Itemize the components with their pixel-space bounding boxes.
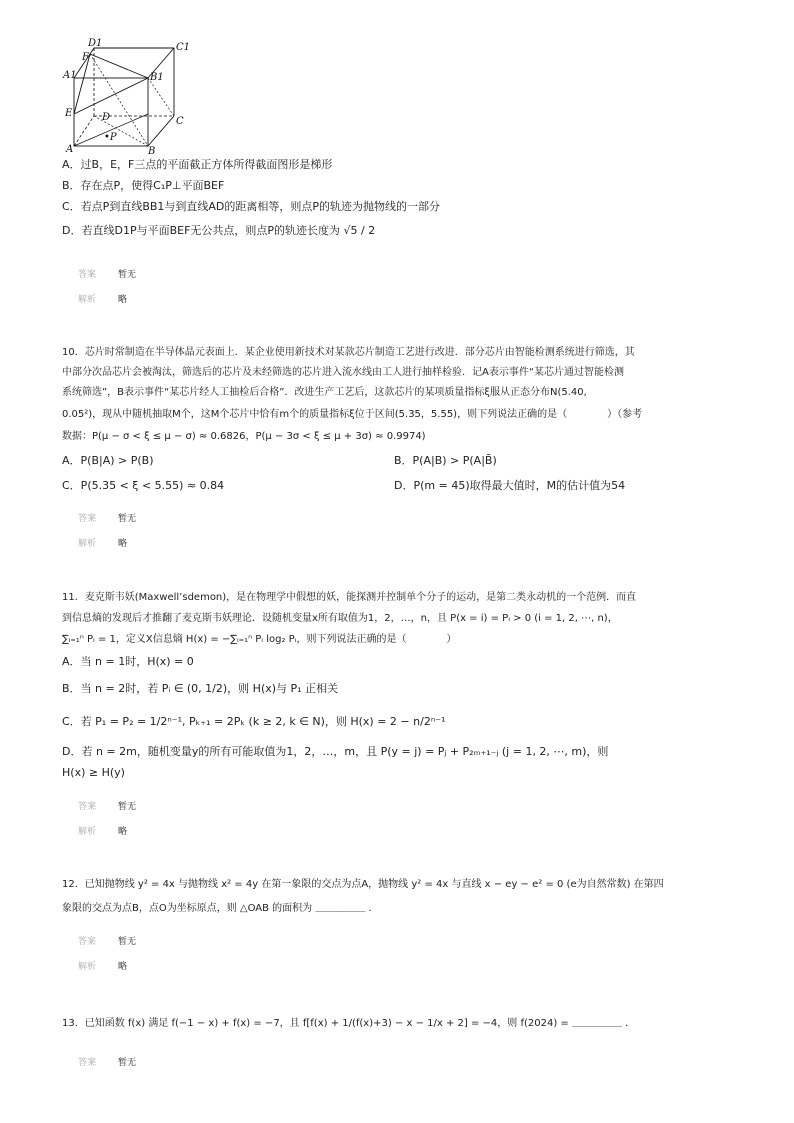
q11-line-1: 11．麦克斯韦妖(Maxwell’sdemon)，是在物理学中假想的妖，能探测并控制单个分子的运动，是第二类永动机的一个范例．而直 [62, 592, 637, 603]
label-F: F [82, 52, 89, 63]
label-P: •P [104, 132, 117, 143]
q12-line-1: 12．已知抛物线 y² = 4x 与抛物线 x² = 4y 在第一象限的交点为点A，抛物线 y² = 4x 与直线 x − ey − e² = 0 (e为自然常数) 在第四 [62, 879, 664, 890]
q10-line-1: 10．芯片时常制造在半导体晶元表面上．某企业使用新技术对某款芯片制造工艺进行改进．部分芯片由智能检测系统进行筛选，其 [62, 347, 635, 358]
q11-answer-label: 答案 [78, 802, 97, 812]
q10-option-b: B．P(A|B) > P(A|B̄) [394, 454, 497, 467]
label-A1: A1 [63, 70, 77, 81]
q9-option-b: B．存在点P，使得C₁P⊥平面BEF [62, 179, 225, 192]
q9-option-c: C．若点P到直线BB1与到直线AD的距离相等，则点P的轨迹为抛物线的一部分 [62, 200, 441, 213]
q11-option-b: B．当 n = 2时，若 Pᵢ ∈ (0, 1/2)，则 H(x)与 P₁ 正相关 [62, 682, 339, 695]
cube-figure [60, 36, 200, 154]
q10-option-a: A．P(B|A) > P(B) [62, 454, 154, 467]
q10-line-4: 0.05²)，现从中随机抽取M个，这M个芯片中恰有m个的质量指标ξ位于区间(5.35，5.55)，则下列说法正确的是（ ）（参考 [62, 409, 643, 420]
label-A: A [66, 144, 74, 154]
q12-analysis-label: 解析 [78, 962, 97, 972]
q10-line-3: 系统筛选”，B表示事件“某芯片经人工抽检后合格”．改进生产工艺后，这款芯片的某项质量指标ξ服从正态分布N(5.40, [62, 387, 587, 398]
q9-analysis-value: 略 [118, 295, 128, 305]
q10-answer-value: 暂无 [118, 514, 137, 524]
label-B: B [148, 146, 156, 154]
q10-analysis-label: 解析 [78, 539, 97, 549]
q11-option-a: A．当 n = 1时，H(x) = 0 [62, 655, 194, 668]
q10-option-c: C．P(5.35 < ξ < 5.55) ≈ 0.84 [62, 479, 225, 492]
q10-line-5: 数据：P(μ − σ < ξ ≤ μ − σ) ≈ 0.6826，P(μ − 3σ < ξ ≤ μ + 3σ) ≈ 0.9974) [62, 431, 426, 442]
q12-line-2: 象限的交点为点B，点O为坐标原点，则 △OAB 的面积为 ＿＿＿＿＿ ． [62, 903, 379, 914]
q12-analysis-value: 略 [118, 962, 128, 972]
q11-line-3: ∑ᵢ₌₁ⁿ Pᵢ = 1，定义X信息熵 H(x) = −∑ᵢ₌₁ⁿ Pᵢ log₂ Pᵢ，则下列说法正确的是（ ） [62, 634, 457, 645]
q11-line-2: 到信息熵的发现后才推翻了麦克斯韦妖理论．设随机变量x所有取值为1，2，…，n，且 P(x = i) = Pᵢ > 0 (i = 1, 2, ⋯, n)， [62, 613, 618, 624]
q11-analysis-value: 略 [118, 827, 128, 837]
q11-answer-value: 暂无 [118, 802, 137, 812]
label-D: D [102, 112, 111, 123]
q9-answer-value: 暂无 [118, 270, 137, 280]
q9-option-a: A．过B，E，F三点的平面截正方体所得截面图形是梯形 [62, 158, 333, 171]
q10-analysis-value: 略 [118, 539, 128, 549]
q10-answer-label: 答案 [78, 514, 97, 524]
q11-option-d-cont: H(x) ≥ H(y) [62, 766, 125, 779]
q9-option-d: D．若直线D1P与平面BEF无公共点，则点P的轨迹长度为 √5 / 2 [62, 224, 376, 237]
q10-line-2: 中部分次品芯片会被淘汰，筛选后的芯片及未经筛选的芯片进入流水线由工人进行抽样检验．记A表示事件“某芯片通过智能检测 [62, 367, 625, 378]
label-C1: C1 [176, 42, 191, 53]
label-B1: B1 [150, 72, 164, 83]
q12-answer-label: 答案 [78, 937, 97, 947]
q10-option-d: D．P(m = 45)取得最大值时，M的估计值为54 [394, 479, 626, 492]
q11-option-d: D．若 n = 2m，随机变量y的所有可能取值为1，2，…，m，且 P(y = j) = Pⱼ + P₂ₘ₊₁₋ⱼ (j = 1, 2, ⋯, m)，则 [62, 745, 609, 758]
q13-answer-label: 答案 [78, 1058, 97, 1068]
q11-analysis-label: 解析 [78, 827, 97, 837]
q12-answer-value: 暂无 [118, 937, 137, 947]
label-C: C [176, 116, 184, 127]
q9-answer-label: 答案 [78, 270, 97, 280]
label-E: E [65, 108, 73, 119]
label-D1: D1 [88, 38, 103, 49]
q13-answer-value: 暂无 [118, 1058, 137, 1068]
q13-line-1: 13．已知函数 f(x) 满足 f(−1 − x) + f(x) = −7，且 f[f(x) + 1/(f(x)+3) − x − 1/x + 2] = −4，则 f(2024) = ＿＿＿＿＿ ． [62, 1018, 636, 1029]
q9-analysis-label: 解析 [78, 295, 97, 305]
q11-option-c: C．若 P₁ = P₂ = 1/2ⁿ⁻¹, Pₖ₊₁ = 2Pₖ (k ≥ 2, k ∈ N)，则 H(x) = 2 − n/2ⁿ⁻¹ [62, 715, 446, 728]
